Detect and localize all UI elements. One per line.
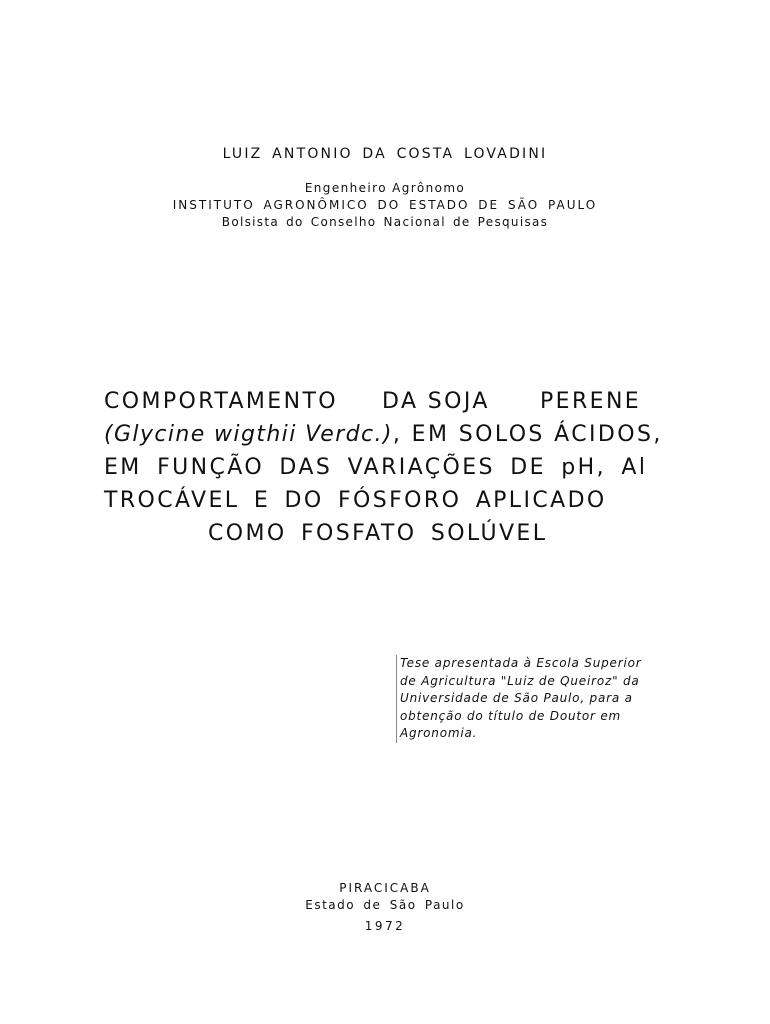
author-institution: INSTITUTO AGRONÔMICO DO ESTADO DE SÃO PAULO	[172, 198, 598, 212]
thesis-line: Universidade de São Paulo, para a	[400, 691, 633, 705]
title-words-da-soja: DA SOJA	[382, 389, 490, 414]
author-profession: Engenheiro Agrônomo	[304, 181, 466, 195]
title-line-4: TROCÁVEL E DO FÓSFORO APLICADO	[104, 488, 607, 513]
thesis-line: obtenção do título de Doutor em	[400, 708, 622, 723]
thesis-line: Agronomia.	[400, 726, 478, 740]
title-line-2	[104, 419, 663, 451]
title-line-2-rest: , EM SOLOS ÁCIDOS,	[392, 422, 663, 447]
title-word-comportamento: COMPORTAMENTO	[104, 389, 339, 414]
thesis-line: de Agricultura "Luiz de Queiroz" da	[400, 673, 640, 688]
author-scholarship: Bolsista do Conselho Nacional de Pesquisas	[221, 215, 549, 229]
thesis-line: Tese apresentada à Escola Superior	[400, 656, 642, 670]
title-line-5: COMO FOSFATO SOLÚVEL	[208, 521, 548, 546]
thesis-statement	[396, 655, 680, 743]
imprint-city: PIRACICABA	[339, 881, 431, 895]
species-name: (Glycine wigthii Verdc.)	[104, 422, 393, 447]
imprint-state: Estado de São Paulo	[305, 898, 465, 912]
title-line-3: EM FUNÇÃO DAS VARIAÇÕES DE pH, Al	[104, 455, 648, 480]
title-word-perene: PERENE	[540, 389, 642, 414]
author-name: LUIZ ANTONIO DA COSTA LOVADINI	[222, 146, 548, 162]
imprint-year: 1972	[364, 919, 406, 933]
